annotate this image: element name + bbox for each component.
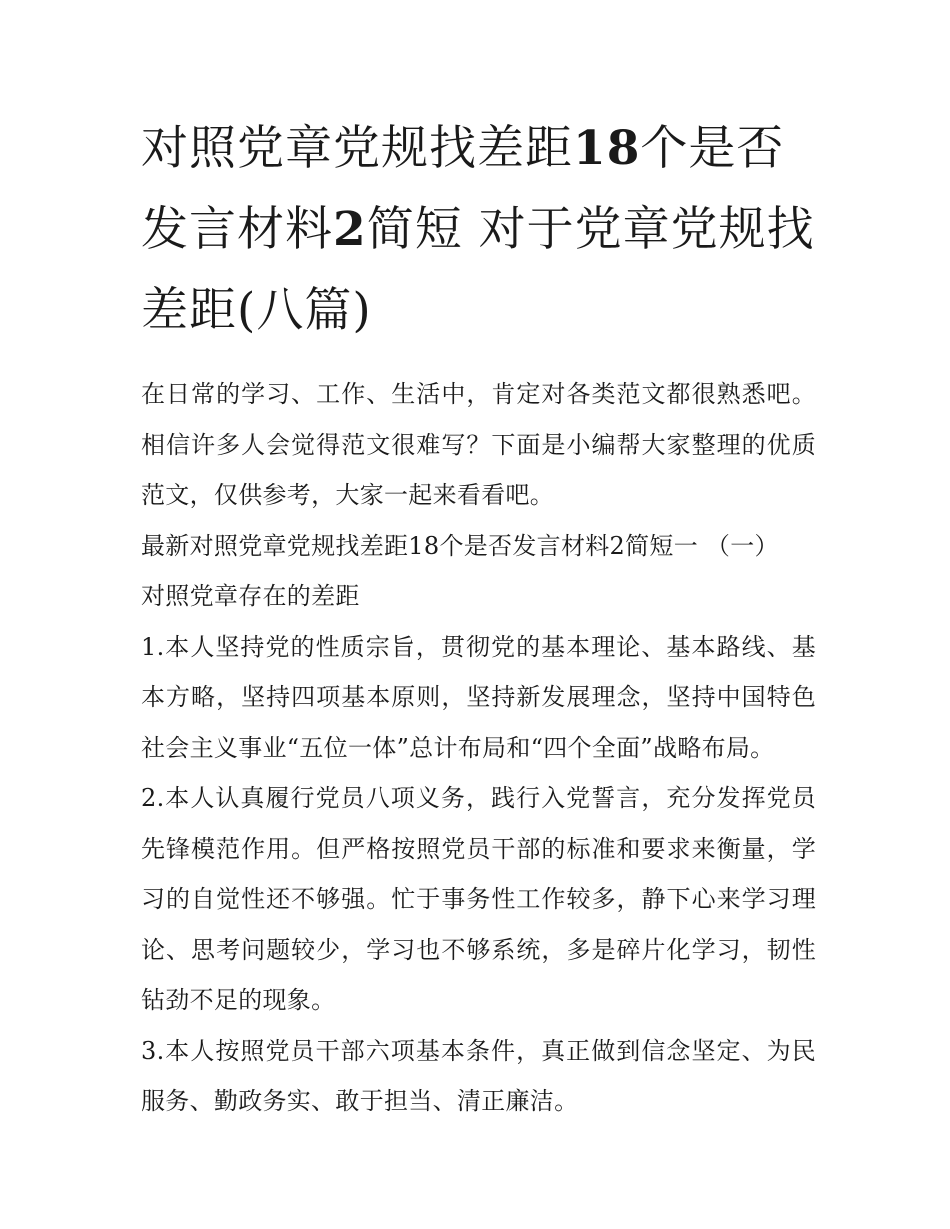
document-page	[141, 108, 816, 1127]
document-body	[141, 369, 816, 1127]
paragraph-item-3: 3.本人按照党员干部六项基本条件，真正做到信念坚定、为民服务、勤政务实、敢于担当、清正廉洁。	[141, 1036, 816, 1115]
paragraph-item-1: 1.本人坚持党的性质宗旨，贯彻党的基本理论、基本路线、基本方略，坚持四项基本原则，坚持新发展理念，坚持中国特色社会主义事业“五位一体”总计布局和“四个全面”战略布局。	[141, 632, 816, 762]
document-title: 对照党章党规找差距18个是否发言材料2简短 对于党章党规找差距(八篇)	[141, 121, 815, 338]
paragraph-item-2: 2.本人认真履行党员八项义务，践行入党誓言，充分发挥党员先锋模范作用。但严格按照党员干部的标准和要求来衡量，学习的自觉性还不够强。忙于事务性工作较多，静下心来学习理论、思考问题较少，学习也不够系统，多是碎片化学习，韧性钻劲不足的现象。	[141, 784, 816, 1014]
paragraph-subheading: 对照党章存在的差距	[141, 582, 360, 610]
paragraph-section-heading: 最新对照党章党规找差距18个是否发言材料2简短一 （一）	[141, 531, 779, 560]
paragraph-intro: 在日常的学习、工作、生活中，肯定对各类范文都很熟悉吧。相信许多人会觉得范文很难写？下面是小编帮大家整理的优质范文，仅供参考，大家一起来看看吧。	[141, 380, 816, 509]
